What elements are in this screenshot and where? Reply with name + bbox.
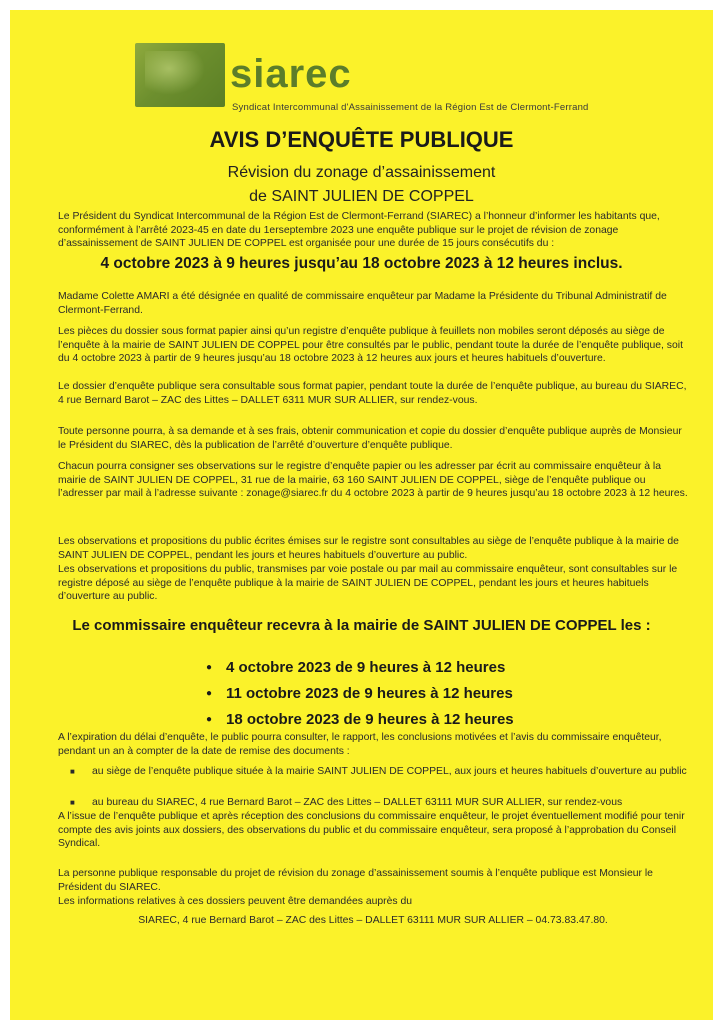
intro-paragraph: Le Président du Syndicat Intercommunal de la Région Est de Clermont-Ferrand (SIAREC) a l’honneur d’informer les habitants que, conformément à l’arrêté 2023-45 en date du 1erseptembre 2023 une enquête publique sur le projet de révision de zonage d’assainissement de SAINT JULIEN DE COPPEL est organisée pour une durée de 15 jours consécutifs du : <box>58 211 660 250</box>
paragraph-copie: Toute personne pourra, à sa demande et à ses frais, obtenir communication et copie du dossier d’enquête publique auprès de Monsieur le Président du SIAREC, dès la publication de l’arrêté d’ouverture d’enquête publique. <box>58 426 682 451</box>
paragraph-responsable: La personne publique responsable du projet de révision du zonage d’assainissement soumis à l’enquête publique est Monsieur le Président du SIAREC. <box>58 868 653 893</box>
page-title: AVIS D’ENQUÊTE PUBLIQUE <box>209 127 514 152</box>
square-bullet-icon: ■ <box>70 798 75 807</box>
lieu-text: au bureau du SIAREC, 4 rue Bernard Barot – ZAC des Littes – DALLET 63111 MUR SUR ALLIER, sur rendez-vous <box>92 797 623 808</box>
subtitle-line-1: Révision du zonage d’assainissement <box>227 164 496 181</box>
enquiry-period: 4 octobre 2023 à 9 heures jusqu’au 18 octobre 2023 à 12 heures inclus. <box>100 255 623 272</box>
subtitle-line-2: de SAINT JULIEN DE COPPEL <box>249 188 474 205</box>
date-item: ● 4 octobre 2023 de 9 heures à 12 heures <box>206 655 514 681</box>
brand-tagline: Syndicat Intercommunal d'Assainissement de la Région Est de Clermont-Ferrand <box>232 102 589 113</box>
permanence-dates <box>206 655 514 733</box>
notice-page <box>10 10 713 1020</box>
paragraph-consultables-2: Les observations et propositions du public, transmises par voie postale ou par mail au commissaire enquêteur, sont consultables sur le registre déposé au siège de l’enquête publique à la mairie de SAINT JULIEN DE COPPEL, pendant les jours et heures habituels d’ouverture au public. <box>58 564 678 603</box>
paragraph-consultables-1: Les observations et propositions du public écrites émises sur le registre sont consultables au siège de l’enquête publique à la mairie de SAINT JULIEN DE COPPEL, pendant les jours et heures habituels d’ouverture au public. <box>58 536 679 561</box>
date-item: ● 11 octobre 2023 de 9 heures à 12 heures <box>206 681 514 707</box>
contact-line: SIAREC, 4 rue Bernard Barot – ZAC des Littes – DALLET 63111 MUR SUR ALLIER – 04.73.83.47.80. <box>138 915 608 926</box>
paragraph-pieces: Les pièces du dossier sous format papier ainsi qu’un registre d’enquête publique à feuillets non mobiles seront déposés au siège de l’enquête à la mairie de SAINT JULIEN DE COPPEL pour être consultés par le public, pendant toute la durée de l’enquête publique, soit du 4 octobre 2023 à partir de 9 heures jusqu’au 18 octobre 2023 à 12 heures aux jours et heures habituels d’ouverture. <box>58 326 683 365</box>
recevra-heading: Le commissaire enquêteur recevra à la mairie de SAINT JULIEN DE COPPEL les : <box>72 617 651 634</box>
paragraph-commissaire: Madame Colette AMARI a été désignée en qualité de commissaire enquêteur par Madame la Présidente du Tribunal Administratif de Clermont-Ferrand. <box>58 291 667 316</box>
paragraph-issue: A l’issue de l’enquête publique et après réception des conclusions du commissaire enquêteur, le projet éventuellement modifié pour tenir compte des avis joints aux dossiers, des observations du public et du commissaire enquêteur, sera proposé à l’approbation du Conseil Syndical. <box>58 811 685 850</box>
brand-name: siarec <box>230 52 352 96</box>
paragraph-dossier: Le dossier d’enquête publique sera consultable sous format papier, pendant toute la durée de l’enquête publique, au bureau du SIAREC, 4 rue Bernard Barot – ZAC des Littes – DALLET 6311 MUR SUR ALLIER, sur rendez-vous. <box>58 381 687 406</box>
siarec-logo <box>135 43 225 107</box>
paragraph-observations: Chacun pourra consigner ses observations sur le registre d’enquête papier ou les adresser par écrit au commissaire enquêteur à la mairie de SAINT JULIEN DE COPPEL, 31 rue de la mairie, 63 160 SAINT JULIEN DE COPPEL, siège de l’enquête publique ou l’adresser par mail à l’adresse suivante : zonage@siarec.fr du 4 octobre 2023 à partir de 9 heures jusqu’au 18 octobre 2023 à 12 heures. <box>58 461 688 500</box>
paragraph-infos: Les informations relatives à ces dossiers peuvent être demandées auprès du <box>58 896 413 907</box>
square-bullet-icon: ■ <box>70 767 75 776</box>
date-item: ● 18 octobre 2023 de 9 heures à 12 heures <box>206 707 514 733</box>
paragraph-expiration: A l’expiration du délai d’enquête, le public pourra consulter, le rapport, les conclusions motivées et l’avis du commissaire enquêteur, pendant un an à compter de la date de remise des documents : <box>58 732 662 757</box>
lieu-text: au siège de l’enquête publique située à la mairie SAINT JULIEN DE COPPEL, aux jours et heures habituels d’ouverture au public <box>92 766 687 777</box>
